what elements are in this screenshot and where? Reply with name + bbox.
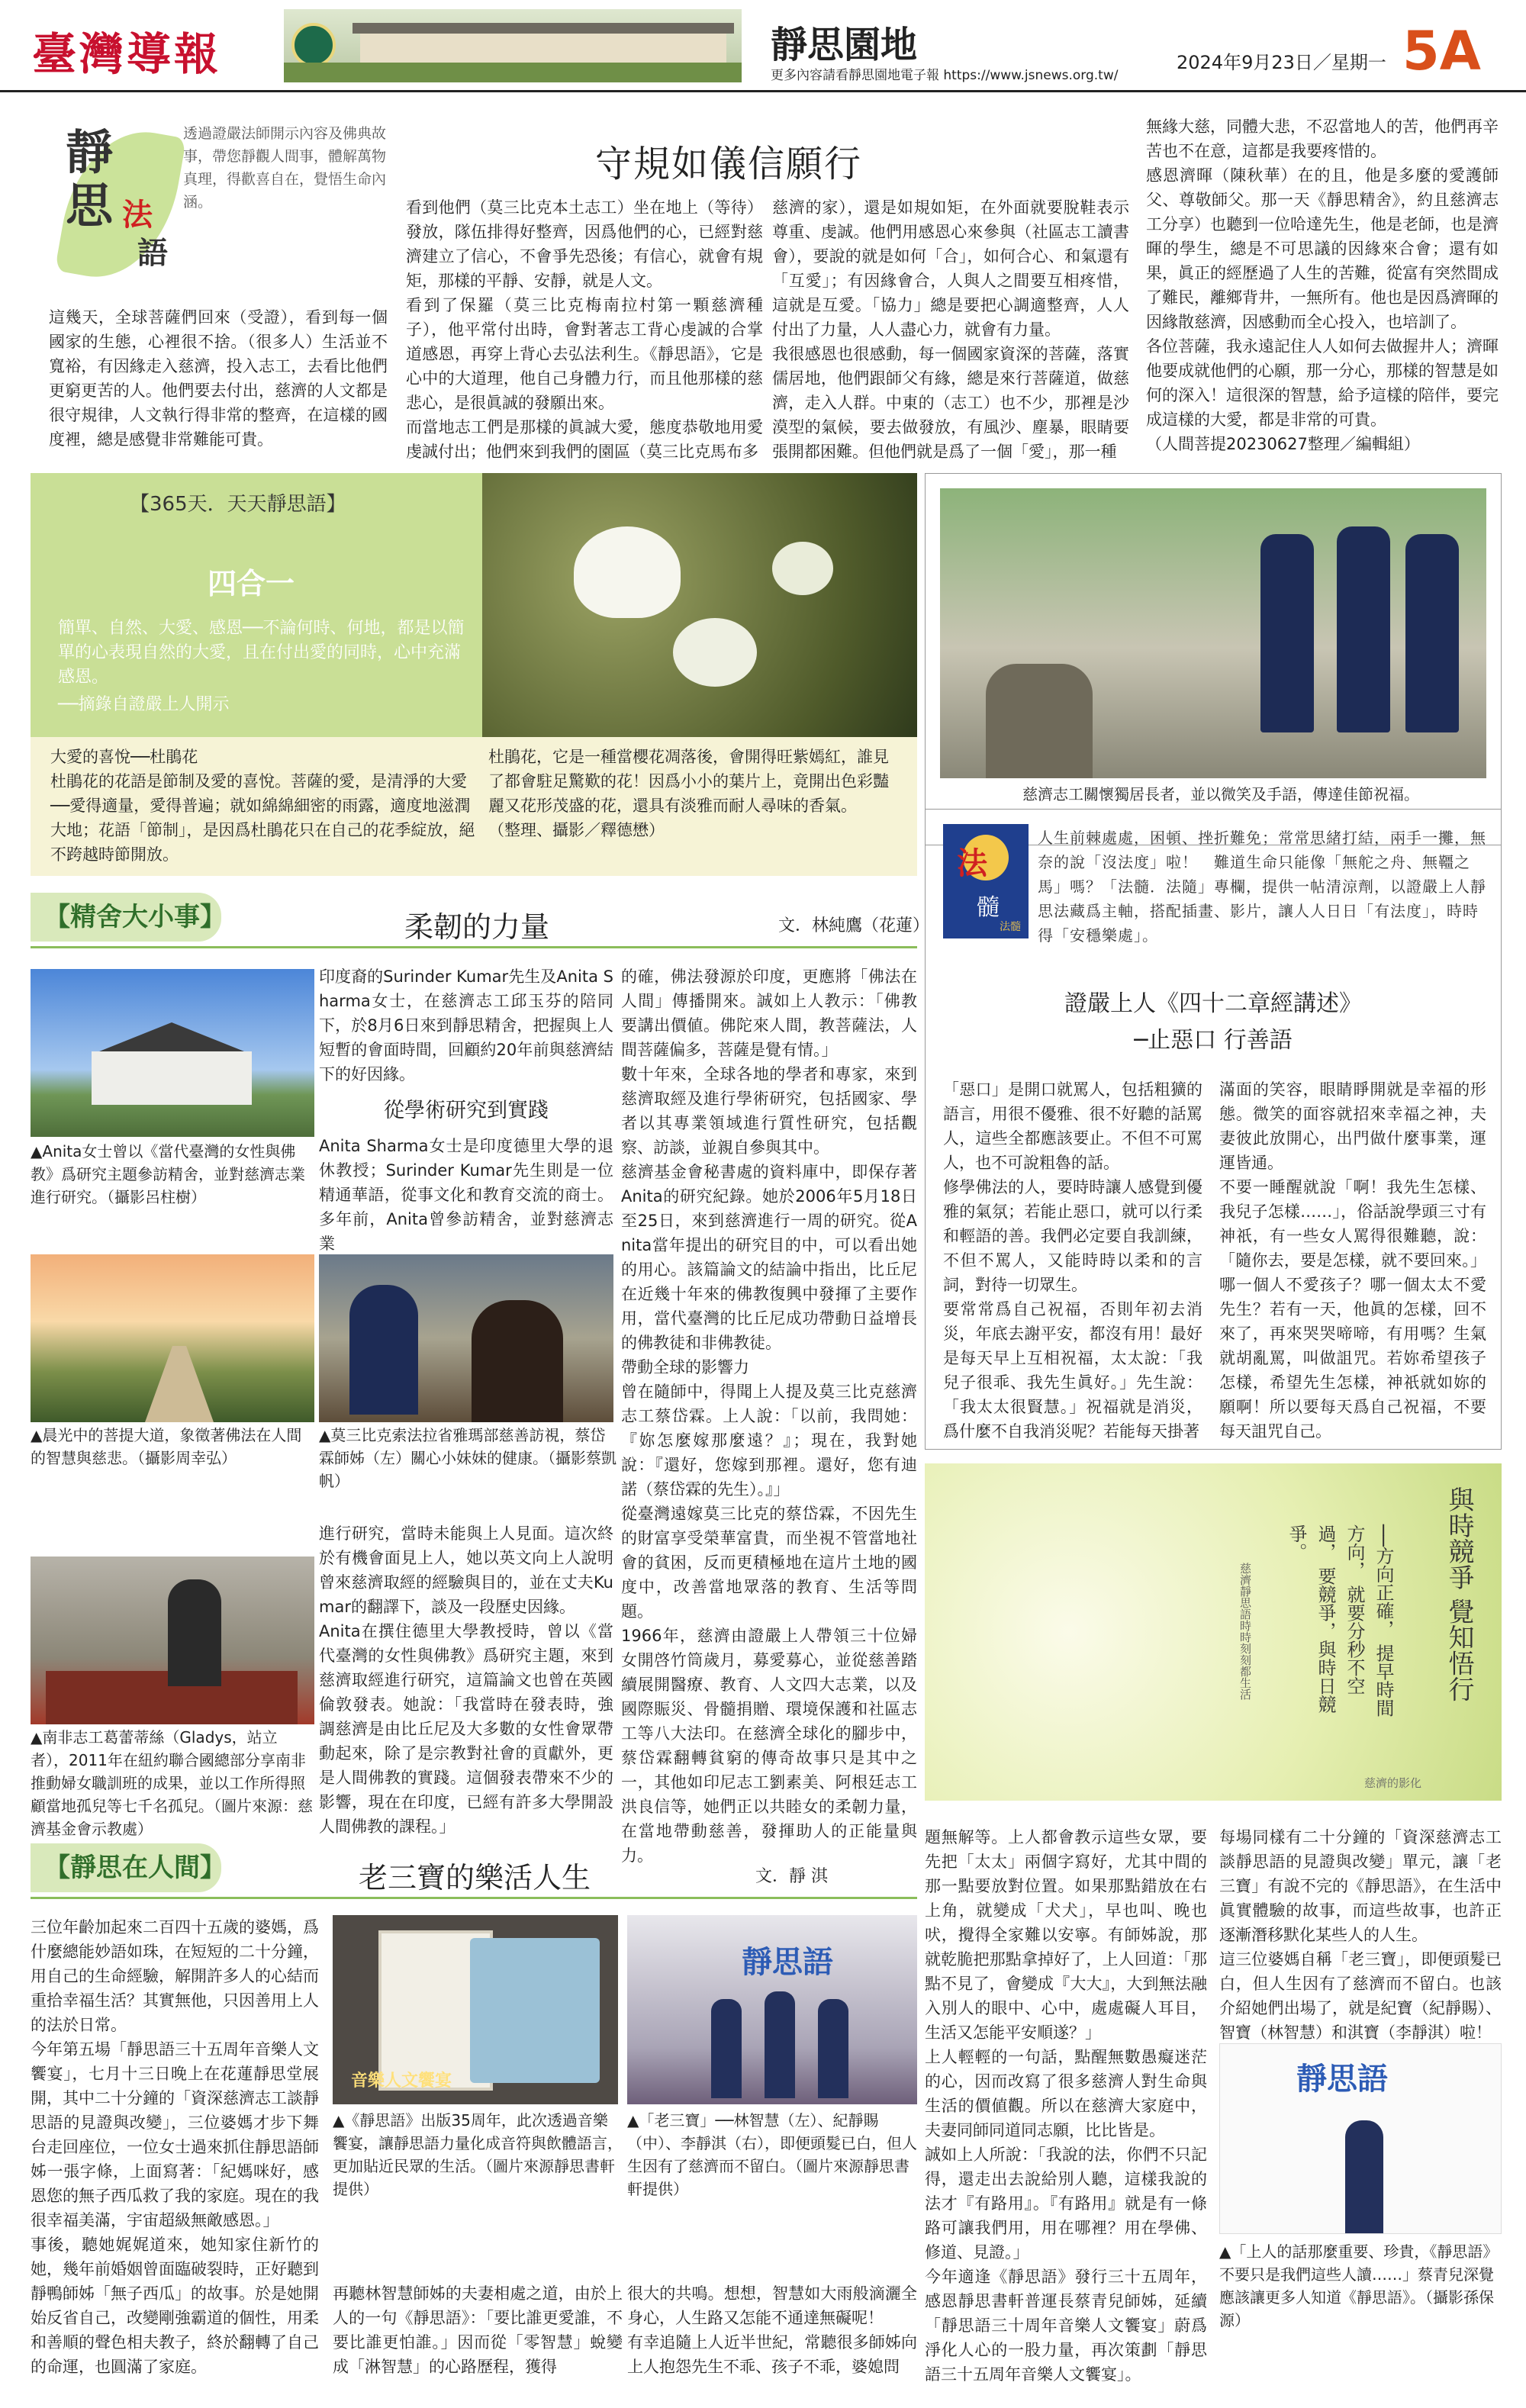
small-matters-title: 柔韌的力量 bbox=[404, 910, 550, 944]
jingsi-365-title: 四合一 bbox=[208, 567, 295, 600]
stage-banner-text: 靜思語 bbox=[742, 1945, 833, 1980]
page-number: 5A bbox=[1402, 20, 1481, 82]
jingsi-life-col5: 每場同樣有二十分鐘的「資深慈濟志工談靜思語的見證與改變」單元，讓「老三寶」有說不完的《靜思語》，在生活中眞實體驗的故事，而這些故事，也許正逐漸潛移默化某些人的人生。 這三位婆媽自稱「老三寶」，即便頭髮已白，但人生因有了慈濟而不留白。也該介紹她們出場了，就是紀寶（紀靜賜）、智寶（林智慧）和淇寶（李靜淇）啦！ bbox=[1219, 1828, 1502, 2042]
small-matters-col2b: Anita Sharma女士是印度德里大學的退休教授；Surinder Kumar先生則是一位精通華語，從事文化和教育交流的商士。多年前，Anita曾參訪精舍，並對慈濟志業 bbox=[319, 1137, 613, 1253]
jingsi-life-author: 文．靜 淇 bbox=[755, 1867, 828, 1886]
calligraphy-card bbox=[925, 1463, 1502, 1801]
masthead-rule bbox=[0, 90, 1526, 92]
small-matters-rule bbox=[31, 946, 917, 948]
volunteers-photo bbox=[940, 488, 1486, 778]
jingsi-life-col1: 三位年齡加起來二百四十五歲的婆媽，爲什麼總能妙語如珠，在短短的二十分鐘，用自己的生命經驗，解開許多人的心結而重拾幸福生活？其實無他，只因善用上人的法於日常。 今年第五場「靜思語三十五周年音樂人文饗宴」，七月十三日晚上在花蓮靜思堂展開，其中二十分鐘的「資深慈濟志工談靜思語的見證與改變」，三位婆媽才步下舞台走回座位，一位女士過來抓住靜思語師姊一張字條，上面寫著：「紀媽咪好，感恩您的無子西瓜救了我的家庭。現在的我很幸福美滿，宇宙超級無敵感恩。」 事後，聽她娓娓道來，她知家住新竹的她，幾年前婚姻曾面臨破裂時，正好聽到靜鴨師姊「無子西瓜」的故事。於是她開始反省自己，改變剛強霸道的個性，用柔和善順的聲色相夫教子，終於翻轉了自己的命運，也圓滿了家庭。 bbox=[31, 1918, 319, 2376]
jingsi-365-quote: 簡單、自然、大愛、感恩──不論何時、何地，都是以簡單的心表現自然的大愛，且在付出愛的同時，心中充滿感恩。 bbox=[58, 619, 465, 687]
photo-bodhi-path bbox=[31, 1254, 314, 1422]
small-matters-col3: 的確，佛法發源於印度，更應將「佛法在人間」傳播開來。誠如上人教示：「佛教要講出價値。佛陀來人間，教菩薩法，人間菩薩偏多，菩薩是覺有情。」 數十年來，全球各地的學者和專家，來到慈濟取經及進行學術研究，包括國家、學者以其專業領域進行質性研究，包括觀察、訪談，並親自參與其中。 慈濟基金會秘書處的資料庫中，即保存著Anita的研究紀錄。她於2006年5月18日至25日，來到慈濟進行一周的研究。從Anita當年提出的研究目的中，可以看出她的用心。該篇論文的結論中指出，比丘尼在近幾十年來的佛教復興中發揮了主要作用，當代臺灣的比丘尼成功帶動日益增長的佛教徒和非佛教徒。 帶動全球的影響力 曾在隨師中，得聞上人提及莫三比克慈濟志工蔡岱霖。上人說：「以前，我問她：『妳怎麼嫁那麼遠？』；現在，我對她說：『還好，您嫁到那裡。還好，您有迪諾（蔡岱霖的先生）。』」 從臺灣遠嫁莫三比克的蔡岱霖，不因先生的財富享受榮華富貴，而坐視不管當地社會的貧困，反而更積極地在這片土地的國度中，改善當地眾落的教育、生活等問題。 1966年，慈濟由證嚴上人帶領三十位婦女開啓竹筒歲月，募愛募心，並從慈善踏續展開醫療、教育、人文四大志業，以及國際賑災、骨髓捐贈、環境保護和社區志工等八大法印。在慈濟全球化的腳步中，蔡岱霖翻轉貧窮的傳奇故事只是其中之一，其他如印尼志工劉素美、阿根廷志工洪良信等，她們正以共睦女的柔韌力量，在當地帶動慈善，發揮助人的正能量與力。 bbox=[621, 967, 917, 1865]
jingsi-365-source: ──摘錄自證嚴上人開示 bbox=[58, 695, 230, 714]
masthead bbox=[0, 0, 1526, 92]
small-matters-cap1: ▲Anita女士曾以《當代臺灣的女性與佛教》爲研究主題參訪精舍，並對慈濟志業進行研究。（攝影呂柱樹） bbox=[31, 1142, 305, 1206]
azalea-photo bbox=[482, 473, 917, 737]
jingsi-life-cap3: ▲「上人的話那麼重要、珍貴，《靜思語》不要只是我們這些人讀……」蔡青兒深覺應該讓更多人知道《靜思語》。（攝影孫保源） bbox=[1219, 2242, 1499, 2329]
logo-sub: 法髓 bbox=[1000, 921, 1021, 933]
jingsi-life-cap1: ▲《靜思語》出版35周年，此次透過音樂饗宴，讓靜思語力量化成音符與飲體語言，更加貼近民眾的生活。（圖片來源靜思書軒提供） bbox=[333, 2111, 623, 2198]
jingsi-365-text2: 杜鵑花，它是一種當櫻花凋落後，會開得旺紫嫣紅，誰見了都會駐足驚歎的花！因爲小小的葉片上，竟開出色彩豔麗又花形茂盛的花，還具有淡雅而耐人尋味的香氣。 （整理、攝影／釋德懋） bbox=[488, 748, 889, 839]
jingsi-life-cap2: ▲「老三寶」──林智慧（左）、紀靜賜（中）、李靜淇（右），即便頭髮已白，但人生因有了慈濟而不留白。（圖片來源靜思書軒提供） bbox=[627, 2111, 917, 2198]
small-matters-col2a: 印度裔的Surinder Kumar先生及Anita Sharma女士，在慈濟志工邱玉芬的陪同下，於8月6日來到靜思精舍，把握與上人短暫的會面時間，回顧約20年前與慈濟結下的好因緣。 bbox=[319, 967, 613, 1083]
logo-char-3: 法 bbox=[122, 198, 153, 233]
logo-char-1: 靜 bbox=[66, 124, 114, 180]
logo-char-sui: 髓 bbox=[977, 894, 1000, 921]
calligraphy-main: 與時競爭 覺知悟行 bbox=[1444, 1486, 1474, 1702]
small-matters-label: 【精舍大小事】 bbox=[31, 893, 221, 942]
book-cover-text: 音樂人文饗宴 bbox=[351, 2072, 452, 2091]
jingsi-life-rule bbox=[31, 1897, 917, 1899]
dharma-pond-col1: 「惡口」是開口就罵人，包括粗獷的語言，用很不優雅、很不好聽的話罵人，這些全都應該要止。不但不可罵人，也不可說粗魯的話。 修學佛法的人，要時時讓人感覺到優雅的氣氛；若能止惡口，就可以行柔和輕語的善。我們必定要自我訓練，不但不罵人，又能時時以柔和的言詞，對待一切眾生。 要常常爲自己祝福，否則年初去消災，年底去謝平安，都沒有用！最好是每天早上互相祝福，太太說：「我兒子很乖、我先生眞好。」先生說：「我太太很賢慧。」祝福就是消災，爲什麼不自我消災呢？若能每天掛著 bbox=[943, 1080, 1202, 1441]
small-matters-sub1: 從學術研究到實踐 bbox=[384, 1099, 549, 1122]
dharma-talk-col2: 看到他們（莫三比克本土志工）坐在地上（等待）發放，隊伍排得好整齊，因爲他們的心，已經對慈濟建立了信心，不會爭先恐後；有信心，就會有規矩，那樣的平靜、安靜，就是人文。 看到了保羅（莫三比克梅南拉村第一顆慈濟種子），他平常付出時，會對著志工背心虔誠的合掌道感恩，再穿上背心去弘法利生。《靜思語》，它是心中的大道理，他自己身體力行，而且他那樣的慈悲心，是很眞誠的發願出來。 而當地志工們是那樣的眞誠大愛，態度恭敬地用愛虔誠付出；他們來到我們的園區（莫三比克馬布多 bbox=[406, 198, 763, 461]
section-name: 靜思園地 bbox=[771, 24, 918, 66]
logo-char-2: 思 bbox=[66, 178, 114, 233]
calligraphy-sub: ──方向正確， 提早時間方向， 就要分秒不空過， 要競爭，與時日競爭。 bbox=[1286, 1524, 1394, 1717]
jingsi-365-text1: 大愛的喜悅──杜鵑花 杜鵑花的花語是節制及愛的喜悅。菩薩的愛，是清淨的大愛──愛得適量，愛得普遍；就如綿綿細密的雨露，適度地滋潤大地；花語「節制」，是因爲杜鵑花只在自己的花季綻放，絕不跨越時節開放。 bbox=[50, 748, 475, 864]
paper-name: 臺灣導報 bbox=[32, 28, 222, 80]
issue-date: 2024年9月23日／星期一 bbox=[1177, 52, 1386, 73]
small-matters-author: 文．林純鷹（花蓮） bbox=[778, 916, 930, 935]
small-matters-cap2: ▲晨光中的菩提大道，象徵著佛法在人間的智慧與慈悲。（攝影周幸弘） bbox=[31, 1426, 302, 1467]
dharma-pond-logo bbox=[943, 824, 1029, 938]
jingsi-life-title: 老三寶的樂活人生 bbox=[359, 1861, 591, 1895]
speaker-banner-text: 靜思語 bbox=[1296, 2062, 1388, 2097]
photo-stage bbox=[627, 1915, 917, 2104]
photo-book-cover bbox=[333, 1915, 618, 2104]
jingsi-life-col3: 很大的共鳴。想想，智慧如大雨般滴灑全身心，人生路又怎能不通達無礙呢！ 有幸追隨上人近半世紀，常聽很多師姊向上人抱怨先生不乖、孩子不乖，婆媳問 bbox=[627, 2284, 917, 2376]
dharma-pond-col2: 滿面的笑容，眼睛睜開就是幸福的形態。微笑的面容就招來幸福之神，夫妻彼此放開心，出門做什麼事業，運運皆通。 不要一睡醒就說「啊！我先生怎樣、我兒子怎樣……」，俗話說學頭三寸有神祇，有一些女人罵得很難聽，說：「隨你去，要是怎樣，就不要回來。」哪一個人不愛孩子？哪一個太太不愛先生？若有一天，他眞的怎樣，回不來了，再來哭哭啼啼，有用嗎？生氣就胡亂罵，叫做詛咒。若妳希望孩子怎樣，希望先生怎樣，神祇就如妳的願啊！所以要每天爲自己祝福，不要每天詛咒自己。 bbox=[1219, 1080, 1486, 1441]
dharma-talk-logo bbox=[53, 114, 175, 290]
jingsi-365-header: 【365天．天天靜思語】 bbox=[130, 493, 346, 516]
dharma-talk-title: 守規如儀信願行 bbox=[595, 143, 863, 185]
photo-building bbox=[31, 969, 314, 1137]
small-matters-col2c: 進行研究，當時未能與上人見面。這次終於有機會面見上人，她以英文向上人說明曾來慈濟取經的經驗與目的，並在丈夫Kumar的翻譯下，談及一段歷史因緣。 Anita在撰住德里大學教授時，曾以《當代臺灣的女性與佛教》爲研究主題，來到慈濟取經進行研究，這篇論文也曾在英國倫敦發表。她說：「我當時在發表時，強調慈濟是由比丘尼及大多數的女性會眾帶動起來，除了是宗教對社會的貢獻外，更是人間佛教的實踐。這個發表帶來不少的影響，現在在印度，已經有許多大學開設人間佛教的課程。」 bbox=[319, 1524, 613, 1836]
photo-speaker bbox=[1219, 2043, 1502, 2234]
logo-char-fa: 法 bbox=[957, 846, 987, 881]
dharma-pond-title2: ─止惡口 行善語 bbox=[1134, 1027, 1293, 1054]
photo-caption-tr: 慈濟志工關懷獨居長者，並以微笑及手語，傳達佳節祝福。 bbox=[1022, 785, 1419, 803]
small-matters-cap3: ▲莫三比克索法拉省雅瑪部慈善訪視，蔡岱霖師姊（左）關心小妹妹的健康。（攝影蔡凱帆） bbox=[319, 1426, 617, 1490]
jingsi-life-label: 【靜思在人間】 bbox=[31, 1843, 221, 1892]
dharma-pond-intro: 人生前棘處處，困頓、挫折難免；常常思緒打結，兩手一攤，無奈的說「沒法度」啦！ 難道生命只能像「無舵之舟、無韁之馬」嗎？「法髓．法隨」專欄，提供一帖清涼劑，以證嚴上人靜思法藏爲主軸，搭配插畫、影片，讓人人日日「有法度」，時時得「安穩樂處」。 bbox=[1038, 829, 1486, 945]
dharma-talk-col1: 這幾天，全球菩薩們回來（受證），看到每一個國家的生態，心裡很不捨。（很多人）生活並不寬裕，有因緣走入慈濟，投入志工，去看比他們更窮更苦的人。他們要去付出，慈濟的人文都是很守規律，人文執行得非常的整齊，在這樣的國度裡，總是感覺非常難能可貴。 bbox=[49, 308, 388, 449]
small-matters-cap4: ▲南非志工葛蕾蒂絲（Gladys，站立者），2011年在紐約聯合國總部分享南非推動婦女職訓班的成果，並以工作所得照顧當地孤兒等七千名孤兒。（圖片來源：慈濟基金會示教處） bbox=[31, 1728, 313, 1838]
jingsi-life-col2: 再聽林智慧師姊的夫妻相處之道，由於上人的一句《靜思語》：「要比誰更愛誰，不要比誰更怕誰。」因而從「零智慧」蛻變成「淋智慧」的心路歷程，獲得 bbox=[333, 2284, 623, 2376]
logo-char-4: 語 bbox=[137, 236, 168, 271]
dharma-talk-intro: 透過證嚴法師開示內容及佛典故事，帶您靜觀人間事，體解萬物真理，得歡喜自在，覺悟生命內涵。 bbox=[183, 125, 387, 211]
jingsi-life-col4: 題無解等。上人都會教示這些女眾，要先把「太太」兩個字寫好，尤其中間的那一點要放對位置。如果那點錯放在右上角，就變成「犬犬」，早也叫、晚也吠，攪得全家難以安寧。有師姊說，那就乾脆把那點拿掉好了，上人回道：「那點不見了，會變成『大大』，大到無法融入別人的眼中、心中，處處礙人耳目，生活又怎能平安順遂？」 上人輕輕的一句話，點醒無數愚癡迷茫的心，因而改寫了很多慈濟人對生命與生活的價値觀。所以在慈濟大家庭中，夫妻同師同道同志願，比比皆是。 誠如上人所說：「我說的法，你們不只記得，還走出去說給別人聽，這樣我說的法才『有路用』。『有路用』就是有一條路可讓我們用，用在哪裡？用在學佛、修道、見證。」 今年適逢《靜思語》發行三十五周年，感恩靜思書軒普運長蔡青兒師姊，延續「靜思語三十周年音樂人文饗宴」蔚爲淨化人心的一股力量，再次策劃「靜思語三十五周年音樂人文饗宴」。 bbox=[925, 1828, 1207, 2384]
photo-child bbox=[319, 1254, 613, 1422]
dharma-talk-col4: 無緣大慈，同體大悲，不忍當地人的苦，他們再辛苦也不在意，這都是我要疼惜的。 感恩濟暉（陳秋華）在的且，他是多麼的愛護師父、尊敬師父。那一天《靜思精舍》，約且慈濟志工分享）也聽到一位哈達先生，他是老師，也是濟暉的學生，總是不可思議的因緣來合會；還有如果，眞正的經歷過了人生的苦難，從富有突然間成了難民，離鄉背井，一無所有。他也是因爲濟暉的因緣散慈濟，因感動而全心投入，也培訓了。 各位菩薩，我永遠記住人人如何去做握井人；濟暉他要成就他們的心願，那一分心，那樣的智慧是如何的深入！這很深的智慧，給予這樣的陪伴，要完成這樣的大愛，都是非常的可貴。 （人間菩提20230627整理／編輯組） bbox=[1146, 118, 1499, 453]
dharma-pond-title: 證嚴上人《四十二章經講述》 bbox=[1064, 990, 1362, 1017]
masthead-photo bbox=[284, 9, 742, 82]
calligraphy-stamp: 慈濟的影化 bbox=[1364, 1776, 1422, 1790]
more-link[interactable]: 更多內容請看靜思園地電子報 https://www.jsnews.org.tw/ bbox=[771, 68, 1119, 83]
dharma-talk-col3: 慈濟的家），還是如規如矩，在外面就要脫鞋表示尊重、虔誠。他們用感恩心來參與（社區志工讀書會），要說的就是如何「合」，如何合心、和氣還有「互愛」；有因緣會合，人與人之間要互相疼惜，這就是互愛。「協力」總是要把心調適整齊，人人付出了力量，人人盡心力，就會有力量。 我很感恩也很感動，每一個國家資深的菩薩，落實儒居地，他們跟師父有緣，總是來行菩薩道，做慈濟，走入人群。中東的（志工）也不少，那裡是沙漠型的氣候，要去做發放，有風沙、塵暴，眼睛要張開都困難。但他們就是爲了一個「愛」，那一種 bbox=[772, 198, 1129, 461]
photo-un-meeting bbox=[31, 1557, 314, 1724]
calligraphy-source: 慈濟靜思語時時刻刻都生活 bbox=[1238, 1563, 1252, 1700]
